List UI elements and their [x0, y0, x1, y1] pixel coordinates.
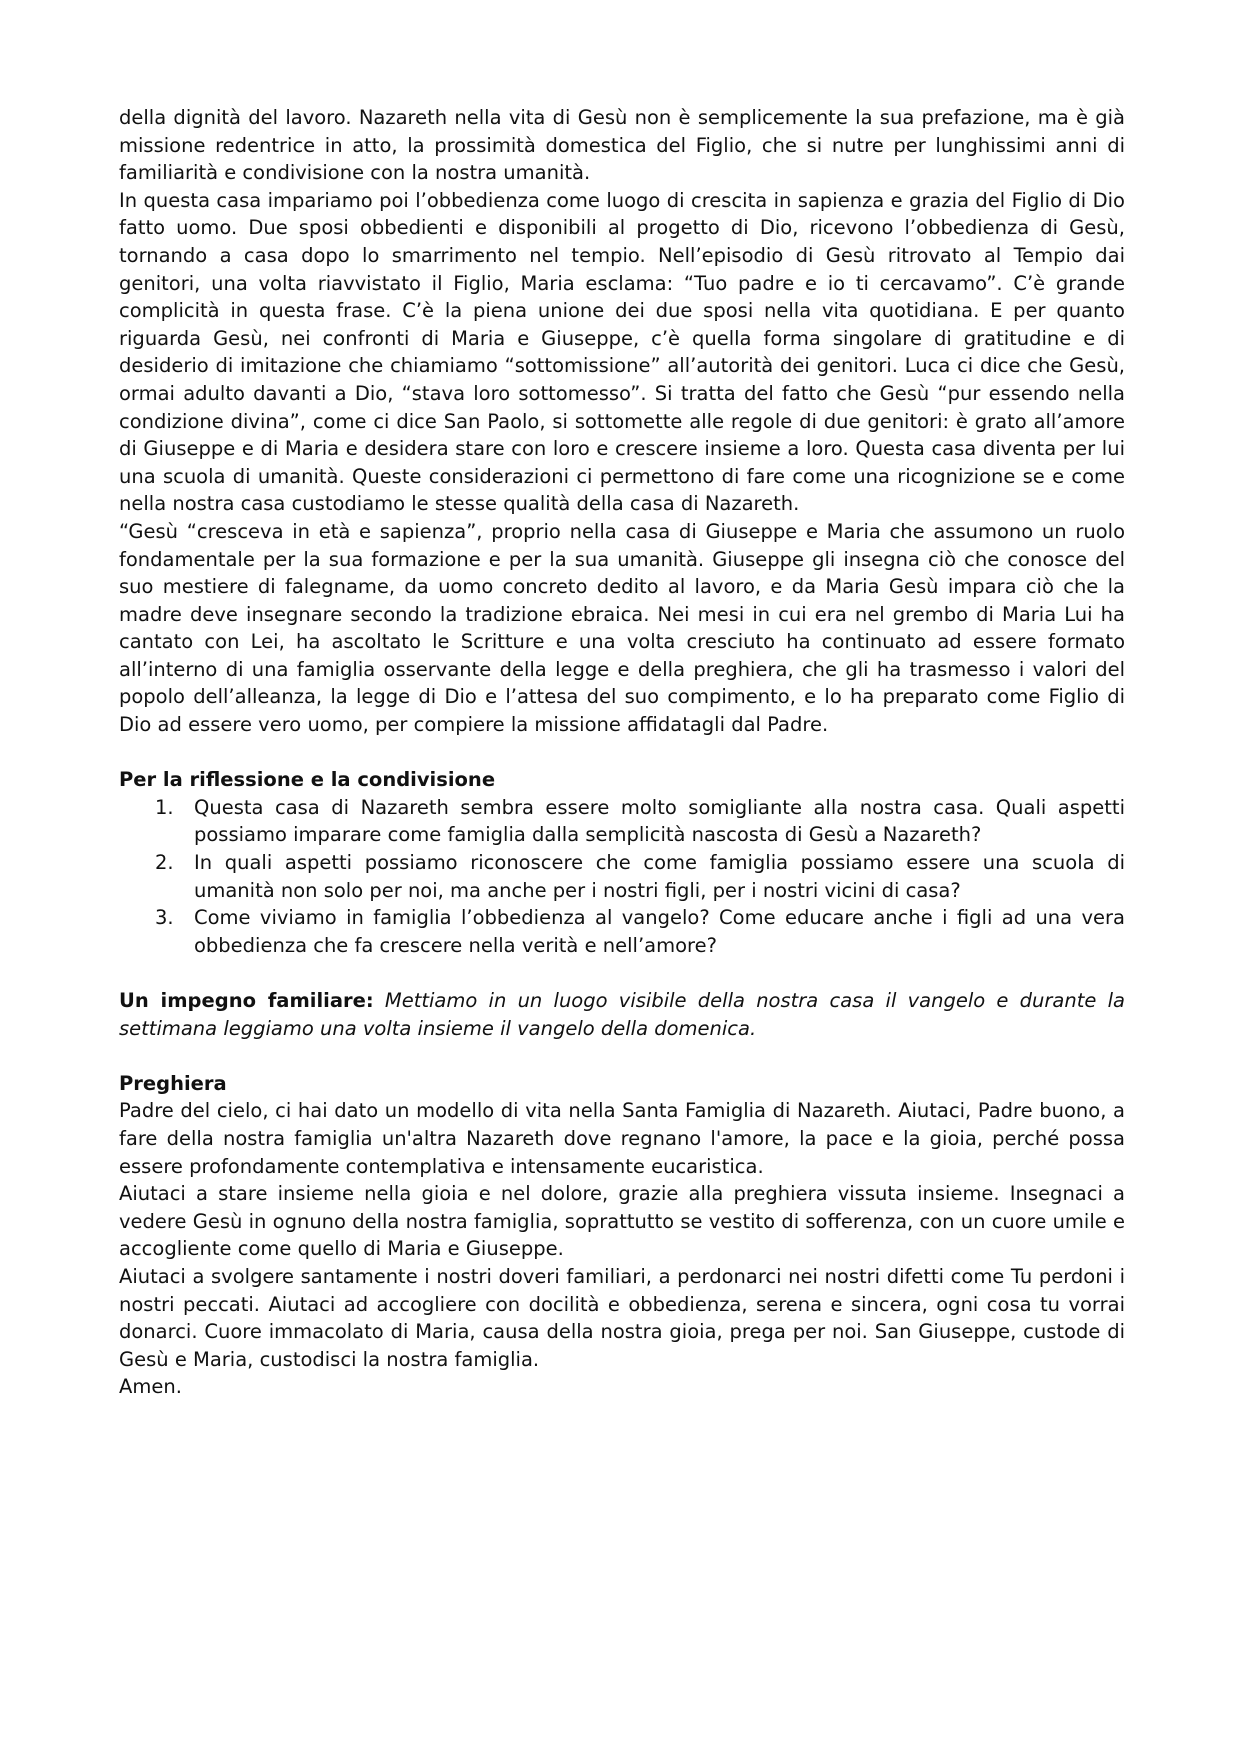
spacer: [119, 959, 1125, 987]
reflection-list: [119, 794, 1125, 960]
reflection-heading: Per la riflessione e la condivisione: [119, 768, 496, 792]
list-item-text: In quali aspetti possiamo riconoscere che come famiglia possiamo essere una scuola di umanità non solo per noi, ma anche per i nostri figli, per i nostri vicini di casa?: [194, 851, 1125, 902]
list-item-text: Questa casa di Nazareth sembra essere molto somigliante alla nostra casa. Quali aspetti possiamo imparare come famiglia dalla semplicità nascosta di Gesù a Nazareth?: [194, 795, 1125, 847]
list-number: 2.: [155, 851, 174, 875]
prayer-amen: Amen.: [119, 1375, 182, 1399]
prayer-paragraph: Aiutaci a svolgere santamente i nostri doveri familiari, a perdonarci nei nostri difetti come Tu perdoni i nostri peccati. Aiutaci ad accogliere con docilità e obbedienza, serena e sincera, ogni cosa tu vorrai donarci. Cuore immacolato di Maria, causa della nostra gioia, prega per noi. San Giuseppe, custode di Gesù e Maria, custodisci la nostra famiglia.: [119, 1264, 1125, 1371]
list-number: 1.: [155, 795, 174, 819]
commitment-label: Un impegno familiare:: [119, 989, 374, 1012]
list-item: [119, 849, 1125, 904]
commitment-text: Mettiamo in un luogo visibile della nostra casa il vangelo e durante la settimana leggiamo una volta insieme il vangelo della domenica.: [119, 989, 1125, 1040]
prayer-heading: Preghiera: [119, 1071, 227, 1095]
list-item-text: Come viviamo in famiglia l’obbedienza al vangelo? Come educare anche i figli ad una vera obbedienza che fa crescere nella verità e nell’amore?: [194, 906, 1125, 957]
spacer: [119, 739, 1125, 767]
body-paragraph: “Gesù “cresceva in età e sapienza”, proprio nella casa di Giuseppe e Maria che assumono un ruolo fondamentale per la sua formazione e per la sua umanità. Giuseppe gli insegna ciò che conosce del suo mestiere di falegname, da uomo concreto dedito al lavoro, e da Maria Gesù impara ciò che la madre deve insegnare secondo la tradizione ebraica. Nei mesi in cui era nel grembo di Maria Lui ha cantato con Lei, ha ascoltato le Scritture e una volta cresciuto ha continuato ad essere formato all’interno di una famiglia osservante della legge e della preghiera, che gli ha trasmesso i valori del popolo dell’alleanza, la legge di Dio e l’attesa del suo compimento, e lo ha preparato come Figlio di Dio ad essere vero uomo, per compiere la missione affidatagli dal Padre.: [119, 519, 1125, 737]
list-item: [119, 904, 1125, 959]
body-paragraph: della dignità del lavoro. Nazareth nella vita di Gesù non è semplicemente la sua prefazione, ma è già missione redentrice in atto, la prossimità domestica del Figlio, che si nutre per lunghissimi anni di familiarità e condivisione con la nostra umanità.: [119, 106, 1125, 185]
body-paragraph: In questa casa impariamo poi l’obbedienza come luogo di crescita in sapienza e grazia del Figlio di Dio fatto uomo. Due sposi obbedienti e disponibili al progetto di Dio, ricevono l’obbedienza di Gesù, tornando a casa dopo lo smarrimento nel tempio. Nell’episodio di Gesù ritrovato al Tempio dai genitori, una volta riavvistato il Figlio, Maria esclama: “Tuo padre e io ti cercavamo”. C’è grande complicità in questa frase. C’è la piena unione dei due sposi nella vita quotidiana. E per quanto riguarda Gesù, nei confronti di Maria e Giuseppe, c’è quella forma singolare di gratitudine e di desiderio di imitazione che chiamiamo “sottomissione” all’autorità dei genitori. Luca ci dice che Gesù, ormai adulto davanti a Dio, “stava loro sottomesso”. Si tratta del fatto che Gesù “pur essendo nella condizione divina”, come ci dice San Paolo, si sottomette alle regole di due genitori: è grato all’amore di Giuseppe e di Maria e desidera stare con loro e crescere insieme a loro. Questa casa diventa per lui una scuola di umanità. Queste considerazioni ci permettono di fare come una ricognizione se e come nella nostra casa custodiamo le stesse qualità della casa di Nazareth.: [119, 188, 1125, 516]
commitment-paragraph: [119, 987, 1125, 1042]
spacer: [119, 1042, 1125, 1070]
list-item: [119, 794, 1125, 849]
list-number: 3.: [155, 906, 174, 930]
document-body: [119, 104, 1125, 1401]
prayer-paragraph: Aiutaci a stare insieme nella gioia e nel dolore, grazie alla preghiera vissuta insieme. Insegnaci a vedere Gesù in ognuno della nostra famiglia, soprattutto se vestito di sofferenza, con un cuore umile e accogliente come quello di Maria e Giuseppe.: [119, 1182, 1125, 1261]
prayer-paragraph: Padre del cielo, ci hai dato un modello di vita nella Santa Famiglia di Nazareth. Aiutaci, Padre buono, a fare della nostra famiglia un'altra Nazareth dove regnano l'amore, la pace e la gioia, perché possa essere profondamente contemplativa e intensamente eucaristica.: [119, 1099, 1125, 1178]
